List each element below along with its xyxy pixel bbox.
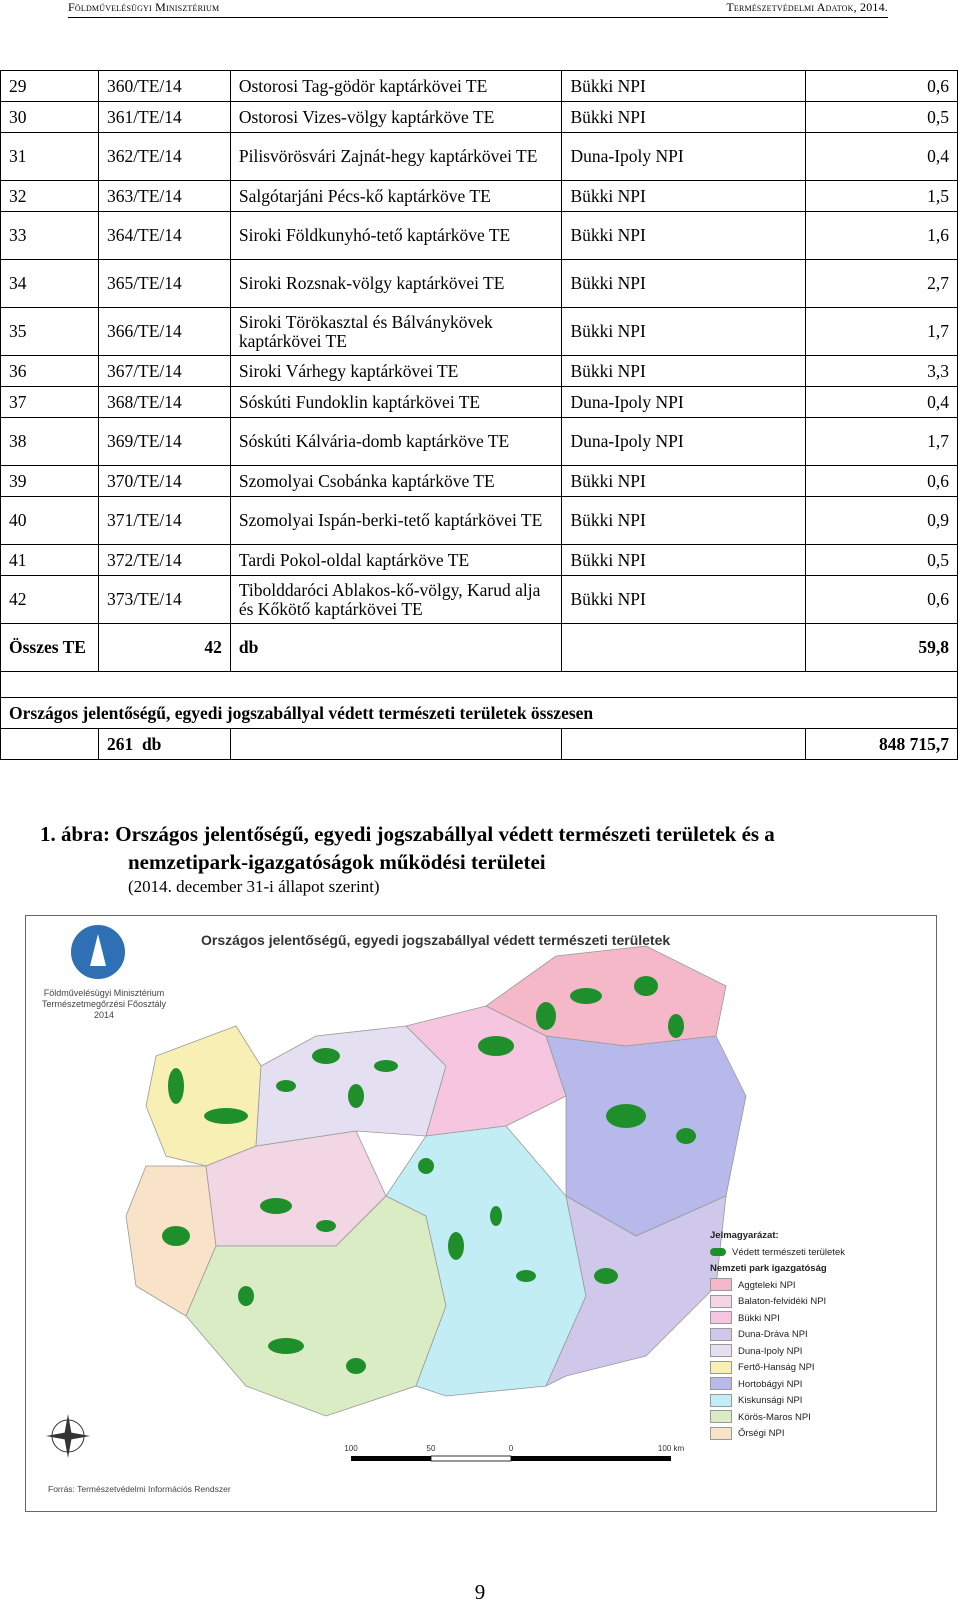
row-name: Szomolyai Ispán-berki-tető kaptárkövei TE	[230, 497, 562, 545]
row-name: Ostorosi Vizes-völgy kaptárköve TE	[230, 102, 562, 133]
row-name: Ostorosi Tag-gödör kaptárkövei TE	[230, 71, 562, 102]
legend-swatch	[710, 1427, 732, 1440]
total-area: 59,8	[806, 624, 958, 672]
scale-label-4: 100 km	[657, 1444, 685, 1453]
legend-item: Körös-Maros NPI	[710, 1410, 925, 1427]
ministry-logo-icon	[70, 924, 126, 980]
row-code: 365/TE/14	[98, 260, 230, 308]
row-number: 40	[1, 497, 99, 545]
row-npi: Bükki NPI	[562, 212, 806, 260]
row-number: 38	[1, 418, 99, 466]
row-code: 373/TE/14	[98, 576, 230, 624]
row-area: 0,5	[806, 102, 958, 133]
row-area: 2,7	[806, 260, 958, 308]
row-area: 1,7	[806, 418, 958, 466]
table-row	[1, 181, 958, 212]
caption-title	[40, 820, 940, 876]
total-count: 42	[98, 624, 230, 672]
row-npi: Duna-Ipoly NPI	[562, 418, 806, 466]
national-label: Országos jelentőségű, egyedi jogszabállyal védett természeti területek összesen	[1, 698, 958, 729]
row-npi: Bükki NPI	[562, 545, 806, 576]
row-area: 1,7	[806, 308, 958, 356]
row-number: 29	[1, 71, 99, 102]
row-code: 366/TE/14	[98, 308, 230, 356]
row-name: Siroki Törökasztal és Bálványkövek kaptárkövei TE	[230, 308, 562, 356]
row-npi: Bükki NPI	[562, 71, 806, 102]
row-number: 30	[1, 102, 99, 133]
row-number: 32	[1, 181, 99, 212]
row-npi: Duna-Ipoly NPI	[562, 133, 806, 181]
legend-swatch	[710, 1410, 732, 1423]
row-code: 367/TE/14	[98, 356, 230, 387]
protected-areas-map	[25, 915, 937, 1512]
table-row	[1, 418, 958, 466]
row-number: 31	[1, 133, 99, 181]
scale-label-3: 0	[508, 1444, 514, 1453]
row-area: 3,3	[806, 356, 958, 387]
table-row	[1, 545, 958, 576]
legend-item: Fertő-Hanság NPI	[710, 1360, 925, 1377]
figure-caption	[40, 820, 940, 898]
row-code: 370/TE/14	[98, 466, 230, 497]
table-row	[1, 356, 958, 387]
legend-swatch	[710, 1311, 732, 1324]
row-code: 363/TE/14	[98, 181, 230, 212]
row-number: 35	[1, 308, 99, 356]
total-label: Összes TE	[1, 624, 99, 672]
spacer-row	[1, 672, 958, 698]
table-row	[1, 387, 958, 418]
national-unit: db	[141, 733, 162, 754]
scale-bar	[344, 1444, 684, 1461]
row-code: 368/TE/14	[98, 387, 230, 418]
row-number: 39	[1, 466, 99, 497]
row-npi: Duna-Ipoly NPI	[562, 387, 806, 418]
header-ministry: Földművelésügyi Minisztérium	[68, 0, 220, 14]
row-number: 41	[1, 545, 99, 576]
row-code: 372/TE/14	[98, 545, 230, 576]
legend-subtitle: Nemzeti park igazgatóság	[710, 1263, 827, 1274]
row-area: 0,4	[806, 133, 958, 181]
legend-item: Bükki NPI	[710, 1311, 925, 1328]
row-number: 42	[1, 576, 99, 624]
running-header	[68, 0, 888, 18]
scale-label-2: 50	[426, 1444, 436, 1453]
row-npi: Bükki NPI	[562, 181, 806, 212]
total-unit: db	[230, 624, 562, 672]
header-rule	[68, 17, 888, 18]
row-npi: Bükki NPI	[562, 576, 806, 624]
row-code: 364/TE/14	[98, 212, 230, 260]
row-npi: Bükki NPI	[562, 308, 806, 356]
map-title: Országos jelentőségű, egyedi jogszabállyal védett természeti területek	[201, 932, 671, 948]
row-name: Siroki Földkunyhó-tető kaptárköve TE	[230, 212, 562, 260]
row-code: 360/TE/14	[98, 71, 230, 102]
row-name: Salgótarjáni Pécs-kő kaptárköve TE	[230, 181, 562, 212]
row-area: 0,4	[806, 387, 958, 418]
row-code: 361/TE/14	[98, 102, 230, 133]
legend-swatch	[710, 1295, 732, 1308]
caption-number: 1. ábra:	[40, 822, 110, 846]
legend-item: Duna-Dráva NPI	[710, 1327, 925, 1344]
row-name: Szomolyai Csobánka kaptárköve TE	[230, 466, 562, 497]
row-name: Tibolddaróci Ablakos-kő-völgy, Karud alja és Kőkötő kaptárkövei TE	[230, 576, 562, 624]
total-row	[1, 624, 958, 672]
row-area: 1,5	[806, 181, 958, 212]
row-name: Sóskúti Kálvária-domb kaptárköve TE	[230, 418, 562, 466]
table-row	[1, 497, 958, 545]
row-npi: Bükki NPI	[562, 356, 806, 387]
row-name: Sóskúti Fundoklin kaptárkövei TE	[230, 387, 562, 418]
national-total-row	[1, 729, 958, 760]
map-source: Forrás: Természetvédelmi Információs Rendszer	[48, 1484, 231, 1494]
row-code: 371/TE/14	[98, 497, 230, 545]
map-legend-list	[710, 1228, 925, 1443]
legend-item: Kiskunsági NPI	[710, 1393, 925, 1410]
table-row	[1, 71, 958, 102]
legend-swatch	[710, 1361, 732, 1374]
legend-item: Őrségi NPI	[710, 1426, 925, 1443]
compass-rose-icon	[46, 1414, 90, 1458]
row-npi: Bükki NPI	[562, 497, 806, 545]
page-number: 9	[474, 1580, 486, 1604]
row-area: 0,6	[806, 576, 958, 624]
ministry-line-1: Földművelésügyi Minisztérium	[43, 988, 165, 998]
table-row	[1, 576, 958, 624]
region-fertohansag	[146, 1026, 261, 1166]
row-name: Siroki Várhegy kaptárkövei TE	[230, 356, 562, 387]
national-label-row	[1, 698, 958, 729]
row-npi: Bükki NPI	[562, 466, 806, 497]
table-row	[1, 308, 958, 356]
row-area: 0,5	[806, 545, 958, 576]
row-name: Pilisvörösvári Zajnát-hegy kaptárkövei TE	[230, 133, 562, 181]
row-area: 0,6	[806, 71, 958, 102]
caption-line2: nemzetipark-igazgatóságok működési területei	[128, 850, 546, 874]
row-number: 33	[1, 212, 99, 260]
legend-item: Aggteleki NPI	[710, 1278, 925, 1295]
scale-label-1: 100	[344, 1444, 358, 1453]
table-row	[1, 133, 958, 181]
ministry-line-2: Természetmegőrzési Főosztály	[41, 999, 167, 1009]
table-row	[1, 260, 958, 308]
legend-swatch	[710, 1394, 732, 1407]
row-code: 369/TE/14	[98, 418, 230, 466]
row-npi: Bükki NPI	[562, 102, 806, 133]
legend-swatch	[710, 1344, 732, 1357]
legend-item: Balaton-felvidéki NPI	[710, 1294, 925, 1311]
legend-swatch	[710, 1328, 732, 1341]
row-code: 362/TE/14	[98, 133, 230, 181]
table-row	[1, 466, 958, 497]
row-name: Tardi Pokol-oldal kaptárköve TE	[230, 545, 562, 576]
legend-title: Jelmagyarázat:	[710, 1230, 779, 1241]
table-row	[1, 212, 958, 260]
legend-swatch	[710, 1377, 732, 1390]
protected-areas-table	[0, 70, 958, 760]
row-number: 37	[1, 387, 99, 418]
national-count-cell	[98, 729, 230, 760]
table-row	[1, 102, 958, 133]
row-area: 0,9	[806, 497, 958, 545]
ministry-text	[34, 988, 174, 1021]
header-publication: Természetvédelmi Adatok, 2014.	[726, 0, 888, 14]
national-area: 848 715,7	[806, 729, 958, 760]
row-area: 1,6	[806, 212, 958, 260]
legend-swatch	[710, 1278, 732, 1291]
row-npi: Bükki NPI	[562, 260, 806, 308]
row-number: 34	[1, 260, 99, 308]
ministry-line-3: 2014	[93, 1010, 115, 1020]
national-count: 261	[106, 733, 134, 754]
caption-line1: Országos jelentőségű, egyedi jogszabállyal védett természeti területek és a	[115, 822, 775, 846]
row-area: 0,6	[806, 466, 958, 497]
caption-subtitle: (2014. december 31-i állapot szerint)	[128, 877, 380, 896]
legend-item: Duna-Ipoly NPI	[710, 1344, 925, 1361]
row-number: 36	[1, 356, 99, 387]
row-name: Siroki Rozsnak-völgy kaptárkövei TE	[230, 260, 562, 308]
legend-item: Hortobágyi NPI	[710, 1377, 925, 1394]
legend-protected: Védett természeti területek	[710, 1245, 925, 1262]
